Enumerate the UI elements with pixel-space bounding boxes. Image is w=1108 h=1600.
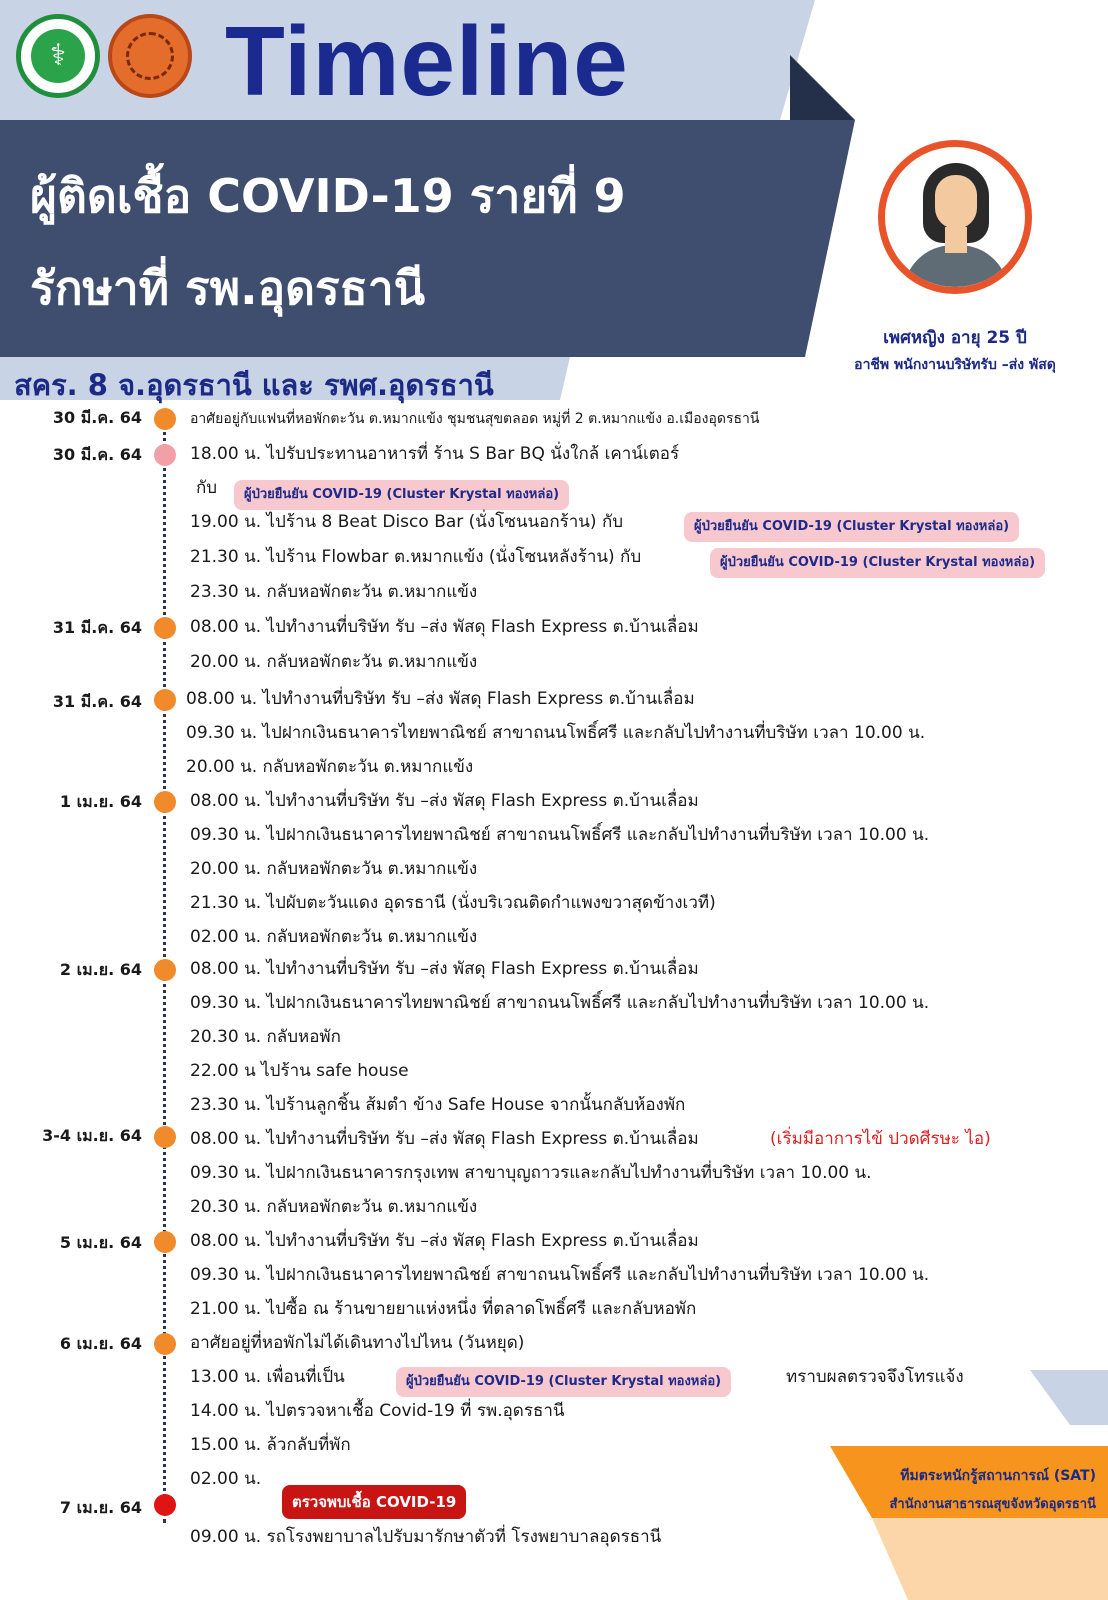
timeline-date: 6 เม.ย. 64 <box>59 1334 142 1353</box>
timeline-event: 14.00 น. ไปตรวจหาเชื้อ Covid-19 ที่ รพ.อุดรธานี <box>190 1401 565 1421</box>
timeline-event: 15.00 น. ล้วกลับที่พัก <box>190 1435 351 1455</box>
timeline-dot <box>154 791 176 813</box>
symptom-note: (เริ่มมีอาการไข้ ปวดศีรษะ ไอ) <box>770 1129 991 1149</box>
timeline-event: 21.00 น. ไปซื้อ ณ ร้านขายยาแห่งหนึ่ง ที่ตลาดโพธิ์ศรี และกลับหอพัก <box>190 1299 697 1319</box>
cluster-tag: ผู้ป่วยยืนยัน COVID-19 (Cluster Krystal ทองหล่อ) <box>710 548 1045 578</box>
timeline-event: 20.00 น. กลับหอพักตะวัน ต.หมากแข้ง <box>190 652 478 672</box>
footer-office: สำนักงานสาธารณสุขจังหวัดอุดรธานี <box>889 1497 1096 1512</box>
timeline-event: 08.00 น. ไปทำงานที่บริษัท รับ –ส่ง พัสดุ Flash Express ต.บ้านเลื่อม <box>190 959 699 979</box>
timeline-dot <box>154 1333 176 1355</box>
timeline-event: 09.00 น. รถโรงพยาบาลไปรับมารักษาตัวที่ โรงพยาบาลอุดรธานี <box>190 1527 662 1547</box>
timeline-event: 22.00 น ไปร้าน safe house <box>190 1061 409 1081</box>
timeline-date: 31 มี.ค. 64 <box>52 618 142 637</box>
timeline-dot <box>154 959 176 981</box>
timeline-dot-positive <box>154 1494 176 1516</box>
timeline-date: 31 มี.ค. 64 <box>52 692 142 711</box>
timeline-event: 08.00 น. ไปทำงานที่บริษัท รับ –ส่ง พัสดุ Flash Express ต.บ้านเลื่อม <box>190 791 699 811</box>
timeline-event: อาศัยอยู่กับแฟนที่หอพักตะวัน ต.หมากแข้ง ชุมชนสุขตลอด หมู่ที่ 2 ต.หมากแข้ง อ.เมืองอุดรธานี <box>190 411 760 427</box>
timeline-dot <box>154 689 176 711</box>
positive-result-tag: ตรวจพบเชื้อ COVID-19 <box>282 1485 466 1519</box>
timeline-event: 09.30 น. ไปฝากเงินธนาคารไทยพาณิชย์ สาขาถนนโพธิ์ศรี และกลับไปทำงานที่บริษัท เวลา 10.00 น. <box>186 723 926 743</box>
udon-seal-logo <box>108 14 192 98</box>
timeline-event: 02.00 น. กลับหอพักตะวัน ต.หมากแข้ง <box>190 927 478 947</box>
cluster-tag: ผู้ป่วยยืนยัน COVID-19 (Cluster Krystal ทองหล่อ) <box>234 480 569 510</box>
timeline-event: 08.00 น. ไปทำงานที่บริษัท รับ –ส่ง พัสดุ Flash Express ต.บ้านเลื่อม <box>190 1231 699 1251</box>
timeline-event: 02.00 น. <box>190 1469 262 1489</box>
timeline-dot <box>154 1231 176 1253</box>
hospital-title: รักษาที่ รพ.อุดรธานี <box>30 261 426 315</box>
timeline-dot <box>154 408 176 430</box>
timeline-date: 7 เม.ย. 64 <box>59 1498 142 1517</box>
timeline-event: 08.00 น. ไปทำงานที่บริษัท รับ –ส่ง พัสดุ Flash Express ต.บ้านเลื่อม <box>190 617 699 637</box>
timeline-event: 20.30 น. กลับหอพักตะวัน ต.หมากแข้ง <box>190 1197 478 1217</box>
timeline-event: 09.30 น. ไปฝากเงินธนาคารกรุงเทพ สาขาบุญถาวรและกลับไปทำงานที่บริษัท เวลา 10.00 น. <box>190 1163 872 1183</box>
timeline-event: 20.00 น. กลับหอพักตะวัน ต.หมากแข้ง <box>186 757 474 777</box>
timeline-event: 13.00 น. เพื่อนที่เป็น <box>190 1367 345 1387</box>
timeline-event: 21.30 น. ไปผับตะวันแดง อุดรธานี (นั่งบริเวณติดกำแพงขวาสุดข้างเวที) <box>190 893 716 913</box>
timeline-event: 08.00 น. ไปทำงานที่บริษัท รับ –ส่ง พัสดุ Flash Express ต.บ้านเลื่อม <box>190 1129 699 1149</box>
timeline-event: อาศัยอยู่ที่หอพักไม่ได้เดินทางไปไหน (วันหยุด) <box>190 1333 525 1353</box>
timeline-event: 18.00 น. ไปรับประทานอาหารที่ ร้าน S Bar BQ นั่งใกล้ เคาน์เตอร์ <box>190 444 680 464</box>
timeline-event: 08.00 น. ไปทำงานที่บริษัท รับ –ส่ง พัสดุ Flash Express ต.บ้านเลื่อม <box>186 689 695 709</box>
case-title: ผู้ติดเชื้อ COVID-19 รายที่ 9 <box>30 169 626 223</box>
timeline-dot <box>154 1126 176 1148</box>
patient-sex-age: เพศหญิง อายุ 25 ปี <box>883 328 1027 348</box>
timeline-event: 20.00 น. กลับหอพักตะวัน ต.หมากแข้ง <box>190 859 478 879</box>
timeline-dot <box>154 444 176 466</box>
timeline-date: 5 เม.ย. 64 <box>59 1233 142 1252</box>
timeline-date: 1 เม.ย. 64 <box>59 792 142 811</box>
woman-avatar-icon <box>878 140 1032 294</box>
timeline-event: 23.30 น. กลับหอพักตะวัน ต.หมากแข้ง <box>190 582 478 602</box>
timeline-event: 20.30 น. กลับหอพัก <box>190 1027 341 1047</box>
timeline-event: 23.30 น. ไปร้านลูกชิ้น ส้มตำ ข้าง Safe House จากนั้นกลับห้องพัก <box>190 1095 686 1115</box>
footer-team: ทีมตระหนักรู้สถานการณ์ (SAT) <box>900 1468 1096 1484</box>
moph-logo: ⚕ <box>16 14 100 98</box>
timeline-event: 09.30 น. ไปฝากเงินธนาคารไทยพาณิชย์ สาขาถนนโพธิ์ศรี และกลับไปทำงานที่บริษัท เวลา 10.00 น. <box>190 1265 930 1285</box>
timeline-date: 2 เม.ย. 64 <box>59 960 142 979</box>
timeline-date: 30 มี.ค. 64 <box>52 445 142 464</box>
timeline-event: 19.00 น. ไปร้าน 8 Beat Disco Bar (นั่งโซนนอกร้าน) กับ <box>190 512 624 532</box>
timeline-event: ทราบผลตรวจจึงโทรแจ้ง <box>786 1367 964 1387</box>
cluster-tag: ผู้ป่วยยืนยัน COVID-19 (Cluster Krystal ทองหล่อ) <box>396 1367 731 1397</box>
timeline-date: 30 มี.ค. 64 <box>52 408 142 427</box>
timeline-event: 21.30 น. ไปร้าน Flowbar ต.หมากแข้ง (นั่งโซนหลังร้าน) กับ <box>190 547 642 567</box>
cluster-tag: ผู้ป่วยยืนยัน COVID-19 (Cluster Krystal ทองหล่อ) <box>684 512 1019 542</box>
timeline-event: 09.30 น. ไปฝากเงินธนาคารไทยพาณิชย์ สาขาถนนโพธิ์ศรี และกลับไปทำงานที่บริษัท เวลา 10.00 น. <box>190 993 930 1013</box>
organization-line: สคร. 8 จ.อุดรธานี และ รพศ.อุดรธานี <box>14 368 494 402</box>
timeline-dot <box>154 617 176 639</box>
timeline-event: กับ <box>196 478 218 498</box>
timeline-event: 09.30 น. ไปฝากเงินธนาคารไทยพาณิชย์ สาขาถนนโพธิ์ศรี และกลับไปทำงานที่บริษัท เวลา 10.00 น. <box>190 825 930 845</box>
patient-occupation: อาชีพ พนักงานบริษัทรับ –ส่ง พัสดุ <box>854 357 1056 373</box>
timeline-date: 3-4 เม.ย. 64 <box>42 1126 142 1145</box>
page-title: Timeline <box>225 6 629 116</box>
